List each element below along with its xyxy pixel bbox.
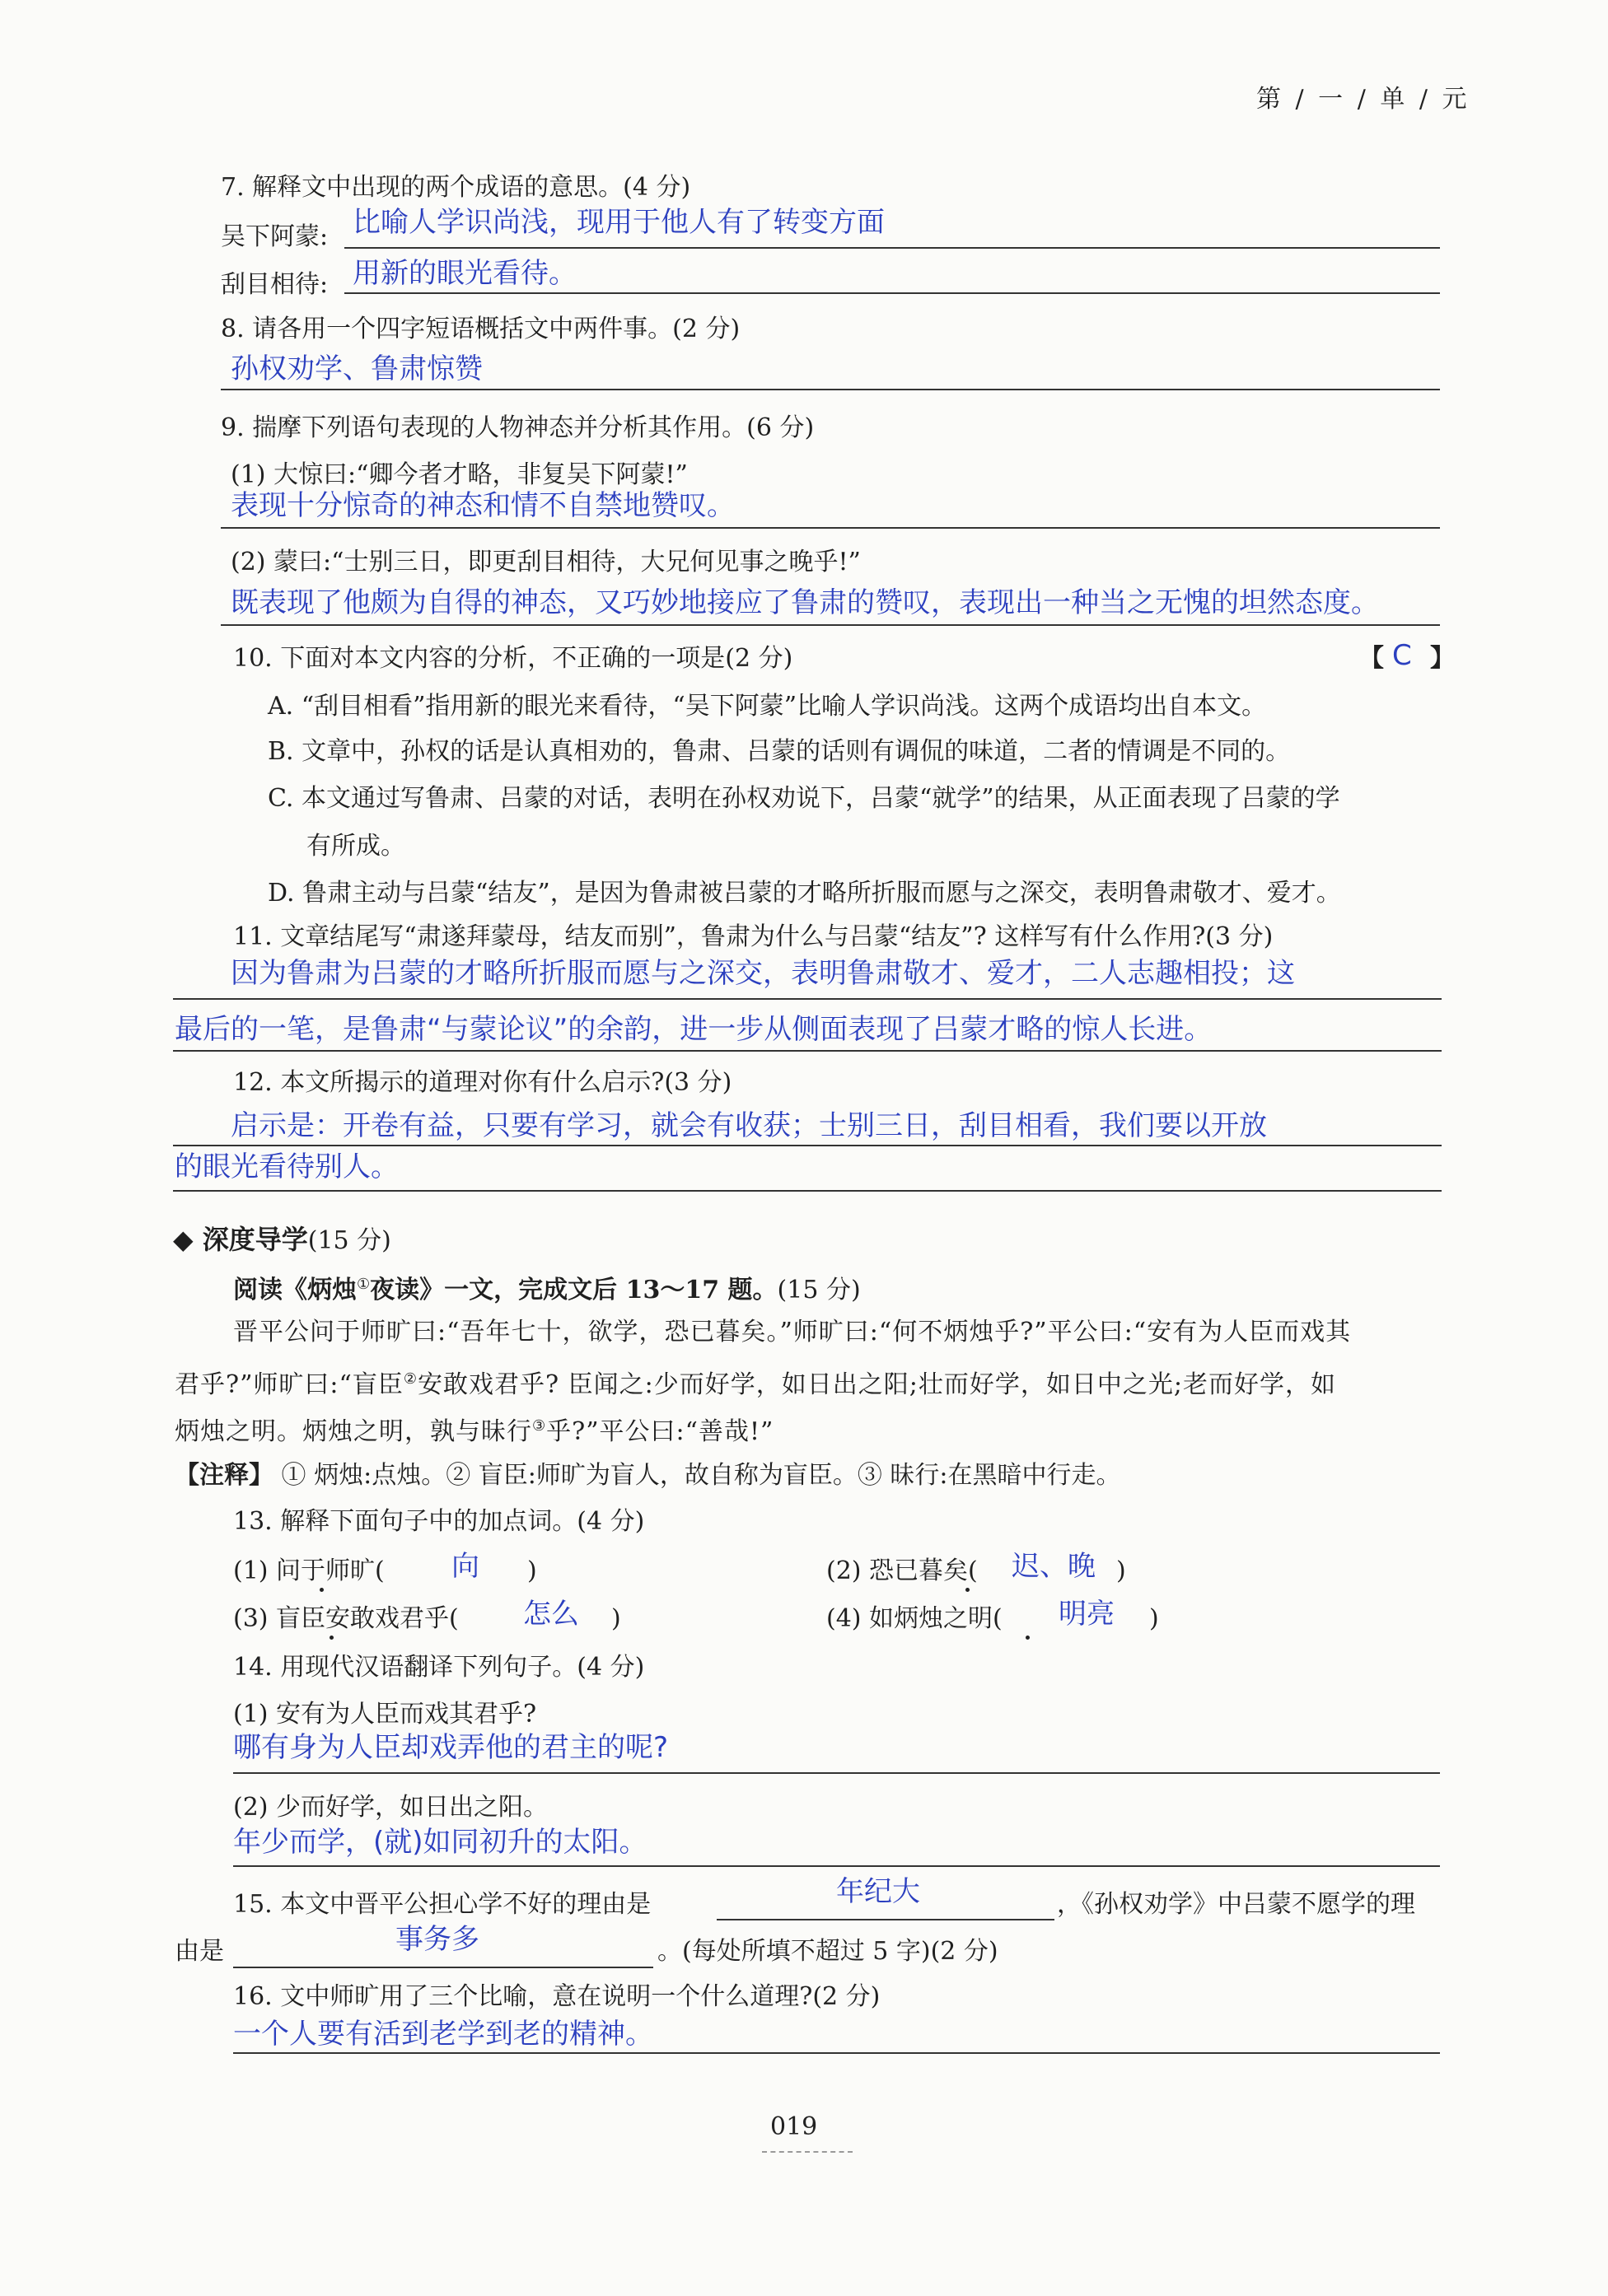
q7-line-b	[344, 292, 1440, 294]
q10-option-a: A. “刮目相看”指用新的眼光来看待，“吴下阿蒙”比喻人学识尚浅。这两个成语均出自本文。	[268, 692, 1267, 721]
q16-stem: 16. 文中师旷用了三个比喻，意在说明一个什么道理?(2 分)	[233, 1982, 881, 2011]
q10-option-c: C. 本文通过写鲁肃、吕蒙的对话，表明在孙权劝说下，吕蒙“就学”的结果，从正面表现了吕蒙的学	[268, 784, 1340, 813]
q9-sentence-2: (2) 蒙曰:“士别三日，即更刮目相待，大兄何见事之晚乎!”	[231, 548, 861, 576]
q8-line	[221, 389, 1440, 390]
q9-line-2	[221, 624, 1440, 626]
reading-intro-b: 夜读》一文，完成文后 13～17 题。	[370, 1276, 778, 1304]
reading-p3-b: 乎?”平公曰:“善哉!”	[546, 1417, 774, 1446]
q12-answer-2: 的眼光看待别人。	[175, 1150, 399, 1183]
q13-answer-4: 明亮	[1059, 1598, 1115, 1631]
emphasis-dot	[965, 1588, 970, 1592]
q10-bracket-right: 】	[1430, 644, 1455, 673]
section-score: (15 分)	[307, 1226, 391, 1255]
reading-p2-a: 君乎?”师旷曰:“盲臣	[175, 1370, 404, 1399]
q9-stem: 9. 揣摩下列语句表现的人物神态并分析其作用。(6 分)	[221, 413, 815, 442]
q9-answer-1: 表现十分惊奇的神态和情不自禁地赞叹。	[231, 489, 735, 522]
q13-close-4: )	[1149, 1604, 1159, 1633]
q13-item-4: (4) 如炳烛之明(	[826, 1604, 1003, 1633]
q12-line-2	[173, 1190, 1442, 1192]
emphasis-dot	[330, 1636, 334, 1640]
page-number: 019	[770, 2112, 818, 2141]
q7-label-a: 吴下阿蒙:	[221, 222, 329, 251]
unit-header: 第 / 一 / 单 / 元	[1256, 85, 1470, 114]
q12-answer-1: 启示是：开卷有益，只要有学习，就会有收获；士别三日，刮目相看，我们要以开放	[231, 1109, 1267, 1142]
reading-intro-a: 阅读《炳烛	[233, 1276, 357, 1304]
q11-answer-1: 因为鲁肃为吕蒙的才略所折服而愿与之深交，表明鲁肃敬才、爱才，二人志趣相投；这	[231, 957, 1295, 990]
q15-stem-a: 15. 本文中晋平公担心学不好的理由是	[233, 1890, 652, 1919]
q10-stem: 10. 下面对本文内容的分析，不正确的一项是(2 分)	[233, 644, 793, 673]
q7-label-b: 刮目相待:	[221, 270, 329, 299]
emphasis-dot	[1026, 1636, 1030, 1640]
q13-item-2: (2) 恐已暮矣(	[826, 1556, 978, 1585]
q14-stem: 14. 用现代汉语翻译下列句子。(4 分)	[233, 1653, 645, 1682]
q14-answer-1: 哪有身为人臣却戏弄他的君主的呢?	[233, 1731, 669, 1764]
q10-option-d: D. 鲁肃主动与吕蒙“结友”，是因为鲁肃被吕蒙的才略所折服而愿与之深交，表明鲁肃敬才、爱才。	[268, 879, 1341, 908]
note-text: ① 炳烛:点烛。② 盲臣:师旷为盲人，故自称为盲臣。③ 昧行:在黑暗中行走。	[281, 1461, 1121, 1490]
q9-line-1	[221, 527, 1440, 529]
q15-blank-2	[233, 1967, 653, 1968]
q14-line-2	[233, 1865, 1440, 1867]
q16-answer: 一个人要有活到老学到老的精神。	[233, 2018, 653, 2051]
reading-paragraph-2	[175, 1363, 1336, 1402]
reading-paragraph-1: 晋平公问于师旷曰:“吾年七十，欲学，恐已暮矣。”师旷曰:“何不炳烛乎?”平公曰:“安有为人臣而戏其	[233, 1318, 1352, 1346]
reading-intro-score: (15 分)	[777, 1276, 861, 1304]
reading-sup-3: ③	[532, 1417, 547, 1435]
q8-answer: 孙权劝学、鲁肃惊赞	[231, 352, 483, 385]
q11-line-2	[173, 1050, 1442, 1052]
q13-answer-2: 迟、晚	[1012, 1550, 1096, 1583]
q8-stem: 8. 请各用一个四字短语概括文中两件事。(2 分)	[221, 315, 741, 343]
q11-stem: 11. 文章结尾写“肃遂拜蒙母，结友而别”，鲁肃为什么与吕蒙“结友”? 这样写有什么作用?(3 分)	[233, 922, 1274, 951]
q13-item-1: (1) 问于师旷(	[233, 1556, 385, 1585]
reading-sup-2: ②	[403, 1370, 418, 1388]
section-title	[173, 1219, 391, 1257]
q7-answer-b: 用新的眼光看待。	[353, 257, 577, 290]
q13-stem: 13. 解释下面句子中的加点词。(4 分)	[233, 1507, 645, 1536]
q10-option-b: B. 文章中，孙权的话是认真相劝的，鲁肃、吕蒙的话则有调侃的味道，二者的情调是不同的。	[268, 737, 1291, 766]
reading-sup-1: ①	[357, 1276, 371, 1293]
q16-line	[233, 2052, 1440, 2054]
note-label: 【注释】	[175, 1461, 273, 1490]
q11-line-1	[173, 998, 1442, 1000]
q9-sentence-1: (1) 大惊曰:“卿今者才略，非复吴下阿蒙!”	[231, 460, 688, 489]
reading-paragraph-3	[175, 1410, 774, 1449]
q15-stem-c: 由是	[175, 1937, 224, 1966]
q14-answer-2: 年少而学，(就)如同初升的太阳。	[233, 1826, 647, 1859]
q15-answer-1: 年纪大	[836, 1875, 920, 1908]
q13-item-3: (3) 盲臣安敢戏君乎(	[233, 1604, 459, 1633]
q11-answer-2: 最后的一笔，是鲁肃“与蒙论议”的余韵，进一步从侧面表现了吕蒙才略的惊人长进。	[175, 1013, 1213, 1046]
q15-blank-1	[717, 1919, 1054, 1920]
q15-answer-2: 事务多	[395, 1923, 479, 1956]
q7-line-a	[344, 247, 1440, 249]
q13-close-1: )	[527, 1556, 537, 1585]
q10-answer: C	[1392, 639, 1412, 672]
q14-sentence-1: (1) 安有为人臣而戏其君乎?	[233, 1700, 537, 1729]
reading-notes	[175, 1459, 1120, 1492]
section-title-text: ◆ 深度导学	[173, 1224, 308, 1255]
reading-intro	[233, 1268, 861, 1307]
q15-stem-d: 。(每处所填不超过 5 字)(2 分)	[657, 1937, 998, 1966]
q10-option-c-cont: 有所成。	[306, 832, 405, 861]
q14-line-1	[233, 1772, 1440, 1774]
emphasis-dot	[320, 1588, 324, 1592]
q10-bracket-left: 【	[1359, 644, 1384, 673]
q7-answer-a: 比喻人学识尚浅，现用于他人有了转变方面	[353, 206, 885, 239]
page-number-divider	[762, 2151, 853, 2153]
q13-answer-1: 向	[451, 1550, 479, 1583]
q9-answer-2: 既表现了他颇为自得的神态，又巧妙地接应了鲁肃的赞叹，表现出一种当之无愧的坦然态度。	[231, 586, 1379, 619]
q12-stem: 12. 本文所揭示的道理对你有什么启示?(3 分)	[233, 1068, 732, 1097]
q14-sentence-2: (2) 少而好学，如日出之阳。	[233, 1793, 549, 1822]
reading-p2-b: 安敢戏君乎? 臣闻之:少而好学，如日出之阳;壮而好学，如日中之光;老而好学，如	[418, 1370, 1336, 1399]
reading-p3-a: 炳烛之明。炳烛之明，孰与昧行	[175, 1417, 532, 1446]
q7-stem: 7. 解释文中出现的两个成语的意思。(4 分)	[221, 173, 691, 202]
q13-close-2: )	[1116, 1556, 1126, 1585]
q15-stem-b: ，《孙权劝学》中吕蒙不愿学的理	[1057, 1890, 1415, 1919]
q13-close-3: )	[611, 1604, 621, 1633]
q12-line-1	[173, 1145, 1442, 1146]
q13-answer-3: 怎么	[523, 1598, 579, 1631]
